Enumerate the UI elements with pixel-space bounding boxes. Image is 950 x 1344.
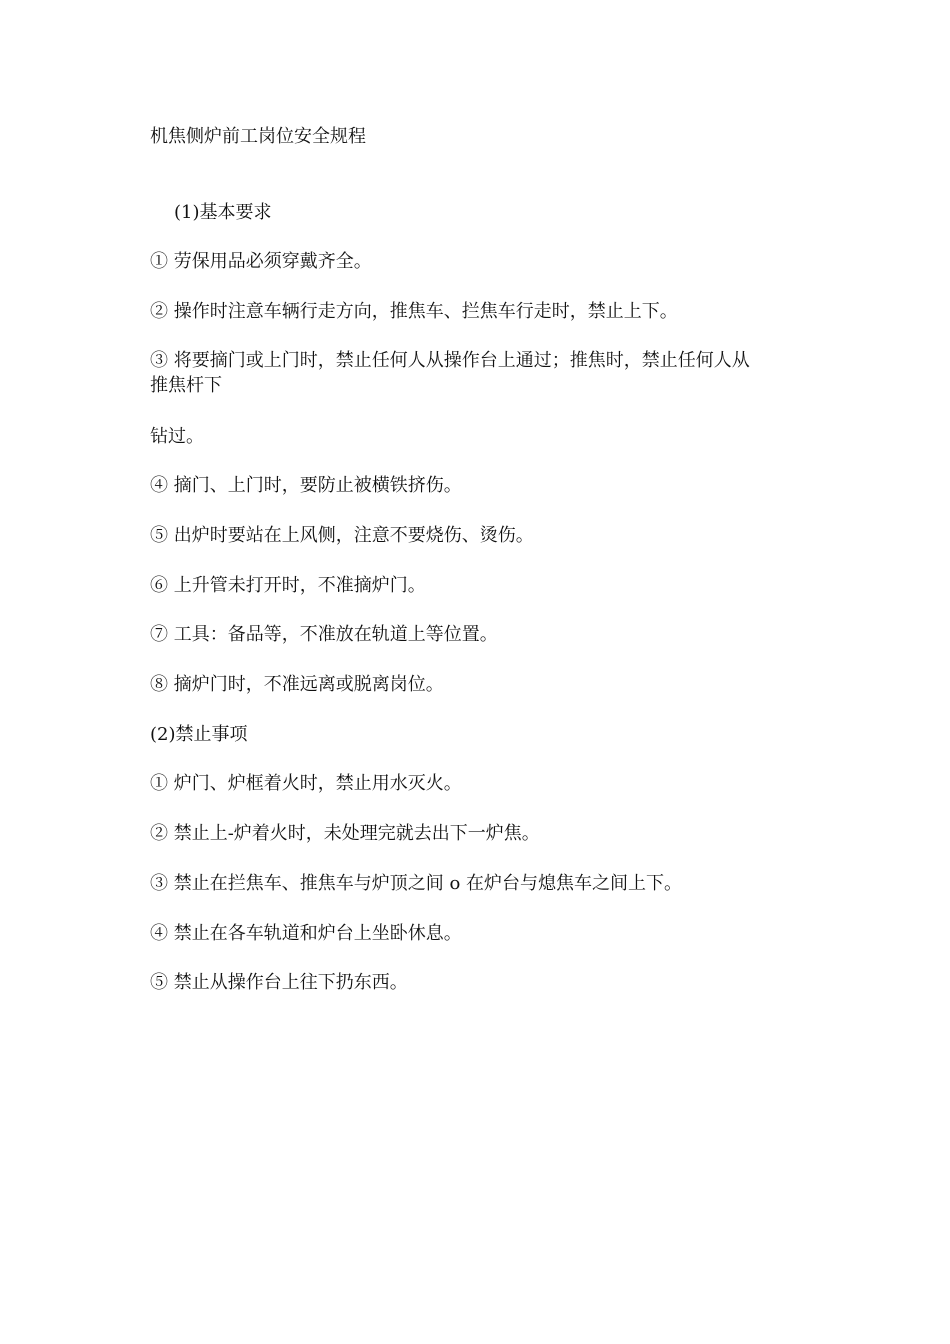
section-heading-prohibitions: (2)禁止事项	[150, 724, 248, 745]
list-item: ⑤ 禁止从操作台上往下扔东西。	[150, 972, 408, 993]
list-item: ③ 将要摘门或上门时，禁止任何人从操作台上通过；推焦时，禁止任何人从	[150, 350, 750, 371]
list-item: ⑧ 摘炉门时，不准远离或脱离岗位。	[150, 674, 444, 695]
list-item: ④ 摘门、上门时，要防止被横铁挤伤。	[150, 475, 462, 496]
list-item: ⑥ 上升管未打开时，不准摘炉门。	[150, 575, 426, 596]
section-heading-basic-requirements: (1)基本要求	[174, 202, 272, 223]
list-item: ① 炉门、炉框着火时，禁止用水灭火。	[150, 773, 462, 794]
list-item: ① 劳保用品必须穿戴齐全。	[150, 251, 372, 272]
list-item: ⑦ 工具：备品等，不准放在轨道上等位置。	[150, 624, 498, 645]
document-title: 机焦侧炉前工岗位安全规程	[150, 126, 366, 147]
list-item: ② 操作时注意车辆行走方向，推焦车、拦焦车行走时，禁止上下。	[150, 301, 678, 322]
list-item: ④ 禁止在各车轨道和炉台上坐卧休息。	[150, 923, 462, 944]
list-item-continuation: 推焦杆下	[150, 375, 222, 396]
list-item-continuation: 钻过。	[150, 426, 204, 447]
list-item: ③ 禁止在拦焦车、推焦车与炉顶之间 o 在炉台与熄焦车之间上下。	[150, 873, 682, 894]
list-item: ⑤ 出炉时要站在上风侧，注意不要烧伤、烫伤。	[150, 525, 534, 546]
list-item: ② 禁止上-炉着火时，未处理完就去出下一炉焦。	[150, 823, 540, 844]
